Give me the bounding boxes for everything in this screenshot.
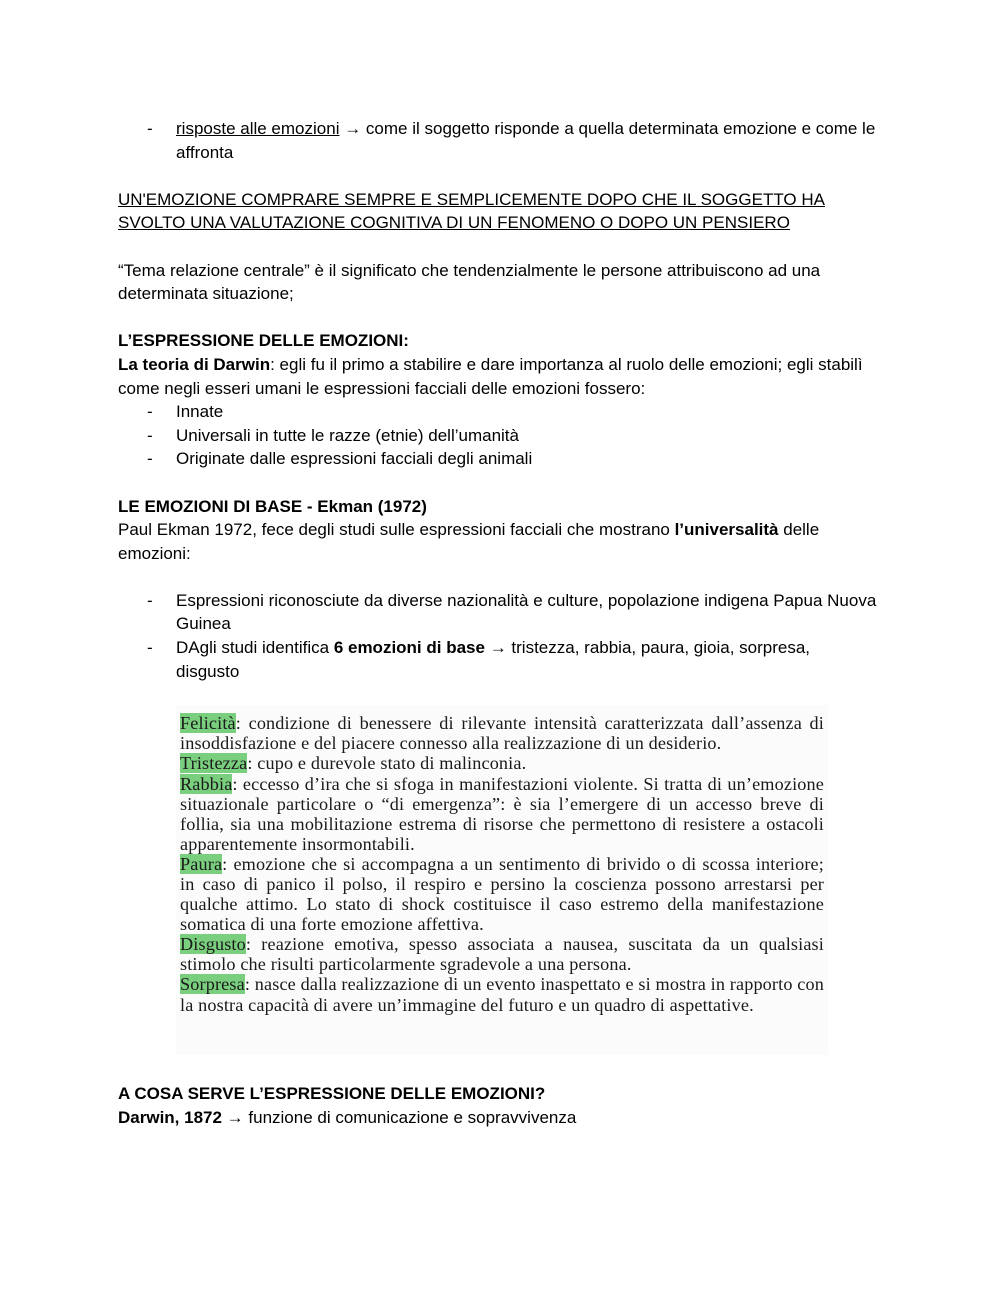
emotion-definition: Rabbia: eccesso d’ira che si sfoga in manifestazioni violente. Si tratta di un’emozione situazionale particolare o “di emergenza”: è sia l’emergere di un accesso breve di follia, sia una mobilitazione estrema di risorse che permettono di resistere a ostacoli apparentemente insormontabili. — [180, 773, 824, 854]
risposte-list — [118, 117, 878, 164]
underlined-term: risposte alle emozioni — [176, 119, 340, 138]
list-item: - Espressioni riconosciute da diverse nazionalità e culture, popolazione indigena Papua Nuova Guinea — [118, 589, 878, 636]
darwin-bold: La teoria di Darwin — [118, 354, 271, 374]
emotion-definition: Sorpresa: nasce dalla realizzazione di un evento inaspettato e si mostra in rapporto con la nostra capacità di avere un’immagine del futuro e un quadro di aspettative. — [180, 974, 824, 1015]
list-item: - DAgli studi identifica 6 emozioni di base → tristezza, rabbia, paura, gioia, sorpresa, disgusto — [118, 636, 878, 683]
darwin-list — [118, 400, 878, 471]
emotion-term: Rabbia — [180, 773, 233, 794]
section-heading-espressione: L’ESPRESSIONE DELLE EMOZIONI: — [118, 331, 409, 351]
darwin-text: : egli fu il primo a stabilire e dare importanza al ruolo delle emozioni; egli stabilì come negli esseri umani le espressioni facciali delle emozioni fossero: — [118, 354, 863, 398]
ekman-paragraph: Paul Ekman 1972, fece degli studi sulle espressioni facciali che mostrano l’universalità delle emozioni: — [118, 520, 820, 563]
list-item: - Universali in tutte le razze (etnie) dell’umanità — [118, 424, 878, 448]
darwin-1872-bold: Darwin, 1872 — [118, 1107, 222, 1127]
darwin-paragraph — [118, 353, 878, 400]
emotion-term: Tristezza — [180, 753, 248, 774]
list-item-text: → come il soggetto risponde a quella determinata emozione e come le affronta — [176, 119, 876, 162]
section-heading-ekman: LE EMOZIONI DI BASE - Ekman (1972) — [118, 496, 427, 516]
list-item: - Innate — [118, 400, 878, 424]
emotion-definition: Felicità: condizione di benessere di rilevante intensità caratterizzata dall’assenza di insoddisfazione e del piacere connesso alla realizzazione di un desiderio. — [180, 713, 824, 754]
emozioni-base-bold: 6 emozioni di base — [333, 638, 485, 658]
list-item: - Originate dalle espressioni facciali degli animali — [118, 447, 878, 471]
ekman-list — [118, 589, 878, 683]
emotion-definition: Paura: emozione che si accompagna a un sentimento di brivido o di scossa interiore; in caso di panico il polso, il respiro e persino la coscienza possono arrestarsi per qualche attimo. Lo stato di shock costituisce il caso estremo della manifestazione somatica di una forte emozione affettiva. — [180, 853, 824, 935]
underlined-statement: UN'EMOZIONE COMPRARE SEMPRE E SEMPLICEMENTE DOPO CHE IL SOGGETTO HA SVOLTO UNA VALUTAZIONE COGNITIVA DI UN FENOMENO O DOPO UN PENSIERO — [118, 189, 825, 233]
emotion-definition: Tristezza: cupo e durevole stato di malinconia. — [180, 753, 527, 774]
universalita-bold: l’universalità — [674, 520, 779, 540]
emotion-definition: Disgusto: reazione emotiva, spesso associata a nausea, suscitata da un qualsiasi stimolo che risulti particolarmente sgradevole a una persona. — [180, 934, 824, 975]
emotion-term: Sorpresa — [180, 974, 245, 995]
emotion-term: Felicità — [180, 713, 236, 734]
emotion-term: Disgusto — [180, 934, 246, 955]
scanned-emotions-excerpt — [176, 705, 828, 1055]
tema-paragraph: “Tema relazione centrale” è il significato che tendenzialmente le persone attribuiscono ad una determinata situazione; — [118, 260, 821, 304]
emotion-term: Paura — [180, 853, 223, 874]
document-page — [118, 117, 878, 1129]
section-heading-funzione: A COSA SERVE L’ESPRESSIONE DELLE EMOZIONI? — [118, 1084, 546, 1104]
list-item — [118, 117, 878, 164]
funzione-paragraph: Darwin, 1872 → funzione di comunicazione e sopravvivenza — [118, 1107, 577, 1127]
